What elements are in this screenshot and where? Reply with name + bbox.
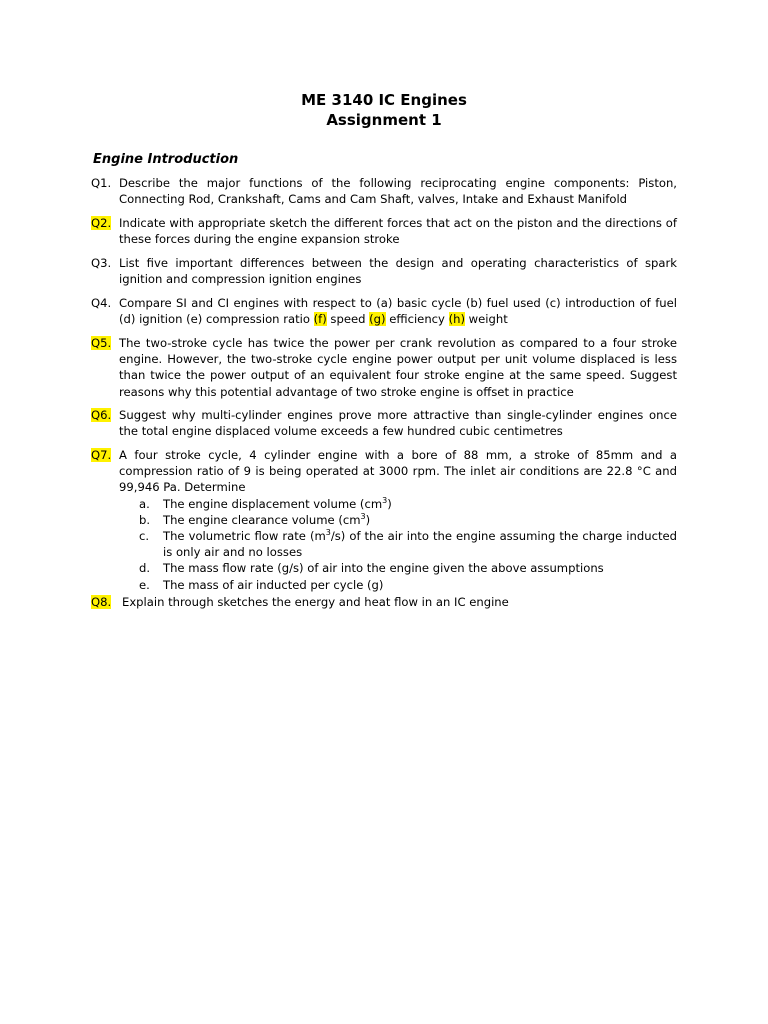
question-number: Q4. (91, 296, 112, 310)
question-text: Suggest why multi-cylinder engines prove more attractive than single-cylinder engines once the total engine displaced volume exceeds a few hundred cubic centimetres (119, 408, 677, 439)
question-text: The two-stroke cycle has twice the power per crank revolution as compared to a four stroke engine. However, the two-stroke cycle engine power output per unit volume displaced is less than twice the power output of an equivalent four stroke engine at the same speed. Suggest reasons why this potential advantage of two stroke engine is offset in practice (119, 336, 677, 399)
question-number: Q5. (91, 336, 112, 350)
question-number: Q1. (91, 176, 112, 190)
question-5 (91, 335, 677, 400)
option-f-mark: (f) (313, 312, 327, 327)
list-item: e. The mass of air inducted per cycle (g) (139, 577, 384, 592)
question-text: Indicate with appropriate sketch the different forces that act on the piston and the directions of these forces during the engine expansion stroke (119, 216, 677, 247)
question-text: A four stroke cycle, 4 cylinder engine with a bore of 88 mm, a stroke of 85mm and a compression ratio of 9 is being operated at 3000 rpm. The inlet air conditions are 22.8 °C and 99,946 Pa. Determine (119, 448, 677, 495)
question-3 (91, 255, 677, 287)
question-4 (91, 295, 677, 327)
list-item: d. The mass flow rate (g/s) of air into the engine given the above assumptions (139, 561, 604, 576)
list-item: b. The engine clearance volume $(cm^3)$ (139, 511, 371, 527)
question-8 (91, 594, 677, 610)
list-item: c. The volumetric flow rate $(m^3/s)$ of the air into the engine assuming the charge inducted is only air and no losses (139, 528, 677, 560)
course-title: ME 3140 IC Engines (301, 91, 467, 109)
question-text: Explain through sketches the energy and heat flow in an IC engine (122, 595, 509, 609)
question-number: Q3. (91, 256, 112, 270)
question-text: Describe the major functions of the following reciprocating engine components: Piston, Connecting Rod, Crankshaft, Cams and Cam Shaft, valves, Intake and Exhaust Manifold (119, 176, 677, 207)
question-text: List five important differences between the design and operating characteristics of spark ignition and compression ignition engines (119, 256, 677, 287)
section-heading: Engine Introduction (93, 152, 239, 167)
question-number: Q8. (91, 595, 112, 609)
question-2 (91, 215, 677, 247)
question-1 (91, 175, 677, 207)
question-text: Compare SI and CI engines with respect to (a) basic cycle (b) fuel used (c) introduction of fuel (d) ignition (e) compression ratio (f) speed (g) efficiency (h) weight (119, 296, 677, 327)
question-number: Q7. (91, 448, 112, 462)
question-6 (91, 407, 677, 439)
option-g-mark: (g) (369, 312, 386, 327)
question-7 (91, 447, 677, 593)
question-number: Q6. (91, 408, 112, 422)
option-h-mark: (h) (448, 312, 465, 327)
assignment-title: Assignment 1 (326, 111, 442, 129)
list-item: a. The engine displacement volume $(cm^3)$ (139, 495, 392, 511)
question-number: Q2. (91, 216, 112, 230)
subquestion-list (119, 496, 677, 593)
